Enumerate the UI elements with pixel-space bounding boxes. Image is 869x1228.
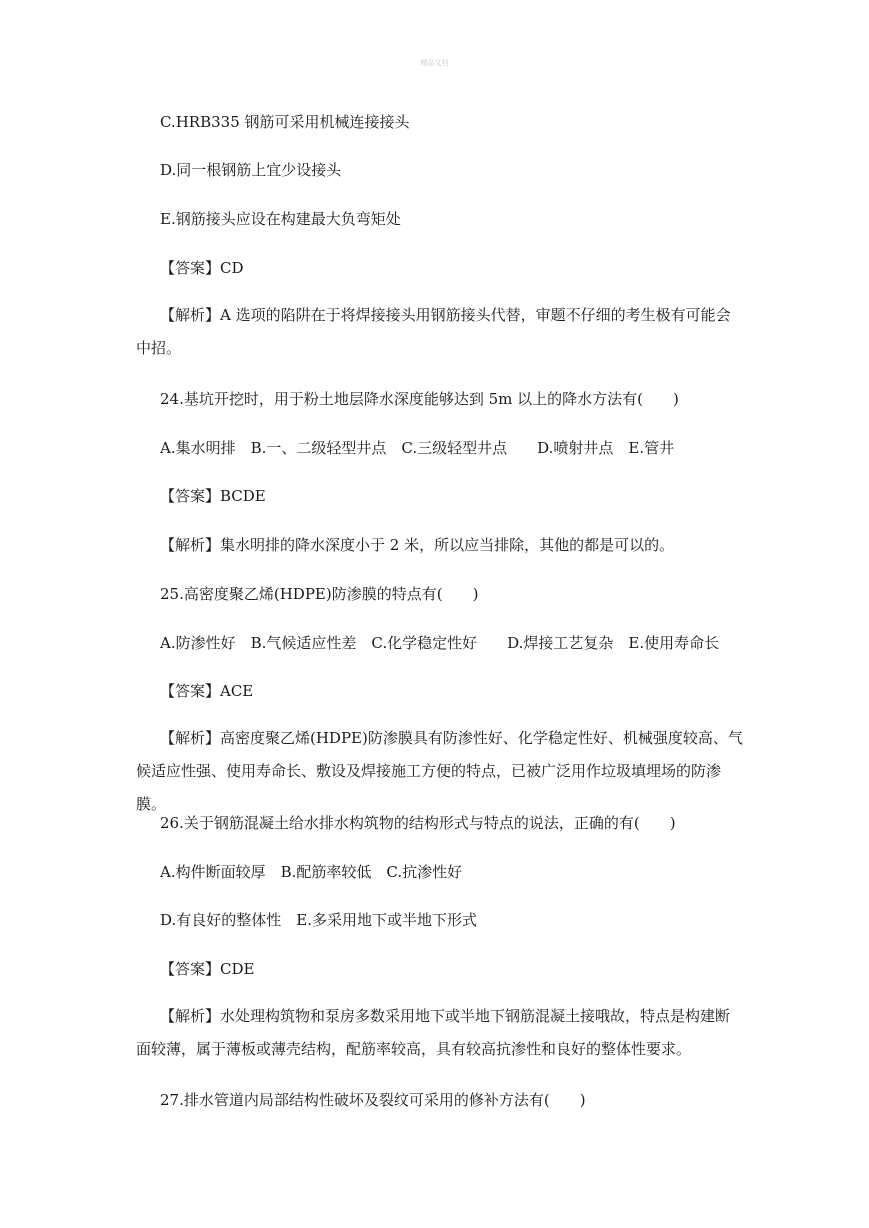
q23-analysis (136, 299, 744, 365)
q26-analysis-text: 【解析】水处理构筑物和泵房多数采用地下或半地下钢筋混凝土接哦故，特点是构建断面较薄，属于薄板或薄壳结构，配筋率较高，具有较高抗渗性和良好的整体性要求。 (136, 1007, 731, 1058)
q26-stem: 26.关于钢筋混凝土给水排水构筑物的结构形式与特点的说法，正确的有( ) (160, 814, 676, 832)
q27-stem: 27.排水管道内局部结构性破坏及裂纹可采用的修补方法有( ) (160, 1091, 586, 1109)
q23-option-e: E.钢筋接头应设在构建最大负弯矩处 (160, 210, 401, 228)
watermark: 精品文档 (420, 59, 449, 67)
q24-analysis: 【解析】集水明排的降水深度小于 2 米，所以应当排除，其他的都是可以的。 (160, 536, 675, 554)
q25-options: A.防渗性好 B.气候适应性差 C.化学稳定性好 D.焊接工艺复杂 E.使用寿命长 (160, 634, 720, 652)
q26-options-line2: D.有良好的整体性 E.多采用地下或半地下形式 (160, 911, 477, 929)
q25-stem: 25.高密度聚乙烯(HDPE)防渗膜的特点有( ) (160, 585, 479, 603)
q23-option-d: D.同一根钢筋上宜少设接头 (160, 161, 342, 179)
q24-options: A.集水明排 B.一、二级轻型井点 C.三级轻型井点 D.喷射井点 E.管井 (160, 439, 675, 457)
q24-stem: 24.基坑开挖时，用于粉土地层降水深度能够达到 5m 以上的降水方法有( ) (160, 390, 679, 408)
q23-answer: 【答案】CD (160, 259, 244, 277)
q23-analysis-text: 【解析】A 选项的陷阱在于将焊接接头用钢筋接头代替，审题不仔细的考生极有可能会中招。 (136, 306, 731, 357)
q26-answer: 【答案】CDE (160, 960, 255, 978)
q25-answer: 【答案】ACE (160, 682, 254, 700)
q26-options-line1: A.构件断面较厚 B.配筋率较低 C.抗渗性好 (160, 863, 463, 881)
q23-option-c: C.HRB335 钢筋可采用机械连接接头 (160, 113, 410, 131)
q25-analysis (136, 722, 744, 821)
q26-analysis (136, 1000, 744, 1066)
q25-analysis-text: 【解析】高密度聚乙烯(HDPE)防渗膜具有防渗性好、化学稳定性好、机械强度较高、气候适应性强、使用寿命长、敷设及焊接施工方便的特点，已被广泛用作垃圾填埋场的防渗膜。 (136, 729, 743, 813)
q24-answer: 【答案】BCDE (160, 487, 266, 505)
